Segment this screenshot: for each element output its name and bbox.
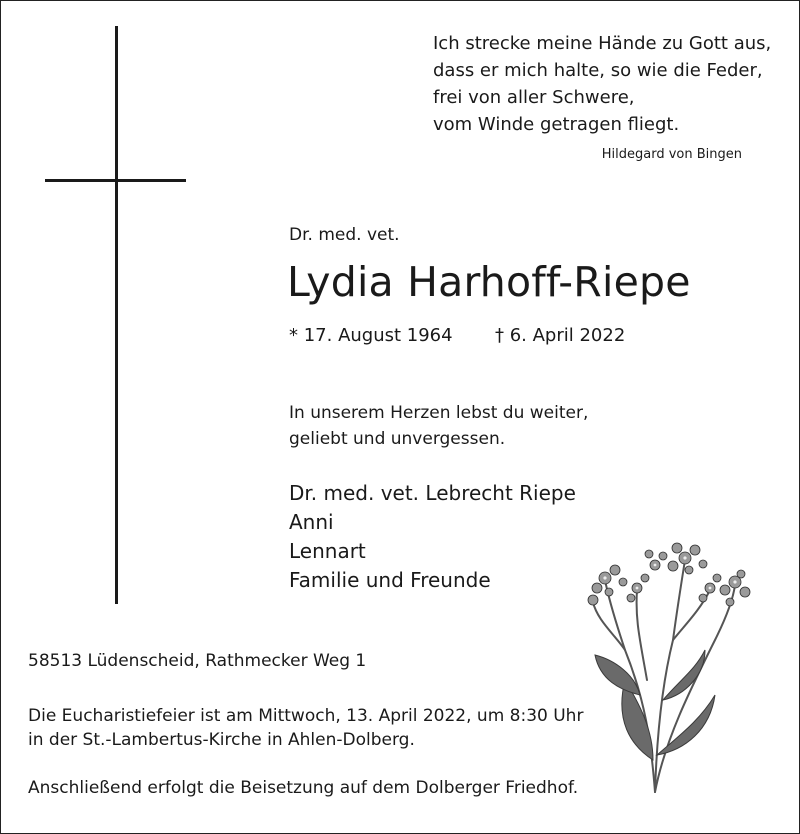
deceased-name: Lydia Harhoff-Riepe [287,258,691,306]
service-line: in der St.-Lambertus-Kirche in Ahlen-Dolberg. [28,730,415,750]
forget-me-not-flower-icon [585,530,760,795]
poem [433,30,771,138]
mourner: Lennart [289,539,366,563]
poem-line: dass er mich halte, so wie die Feder, [433,60,763,81]
death-date: † 6. April 2022 [495,325,626,346]
cross-horizontal-bar [45,179,186,182]
mourners-list [289,479,576,595]
verse-line: geliebt und unvergessen. [289,429,506,449]
mourner: Anni [289,510,334,534]
cross-vertical-bar [115,26,118,604]
verse-line: In unserem Herzen lebst du weiter, [289,403,589,423]
poem-line: frei von aller Schwere, [433,87,635,108]
mourner: Dr. med. vet. Lebrecht Riepe [289,481,576,505]
burial-info: Anschließend erfolgt die Beisetzung auf dem Dolberger Friedhof. [28,778,579,798]
address: 58513 Lüdenscheid, Rathmecker Weg 1 [28,651,367,671]
poem-author: Hildegard von Bingen [601,147,742,162]
deceased-title: Dr. med. vet. [289,225,400,245]
poem-line: vom Winde getragen fliegt. [433,114,680,135]
mourner: Familie und Freunde [289,568,491,592]
service-info [28,704,583,752]
memorial-verse [289,400,588,452]
birth-date: * 17. August 1964 [289,325,453,346]
poem-line: Ich strecke meine Hände zu Gott aus, [433,33,772,54]
service-line: Die Eucharistiefeier ist am Mittwoch, 13. April 2022, um 8:30 Uhr [28,706,584,726]
